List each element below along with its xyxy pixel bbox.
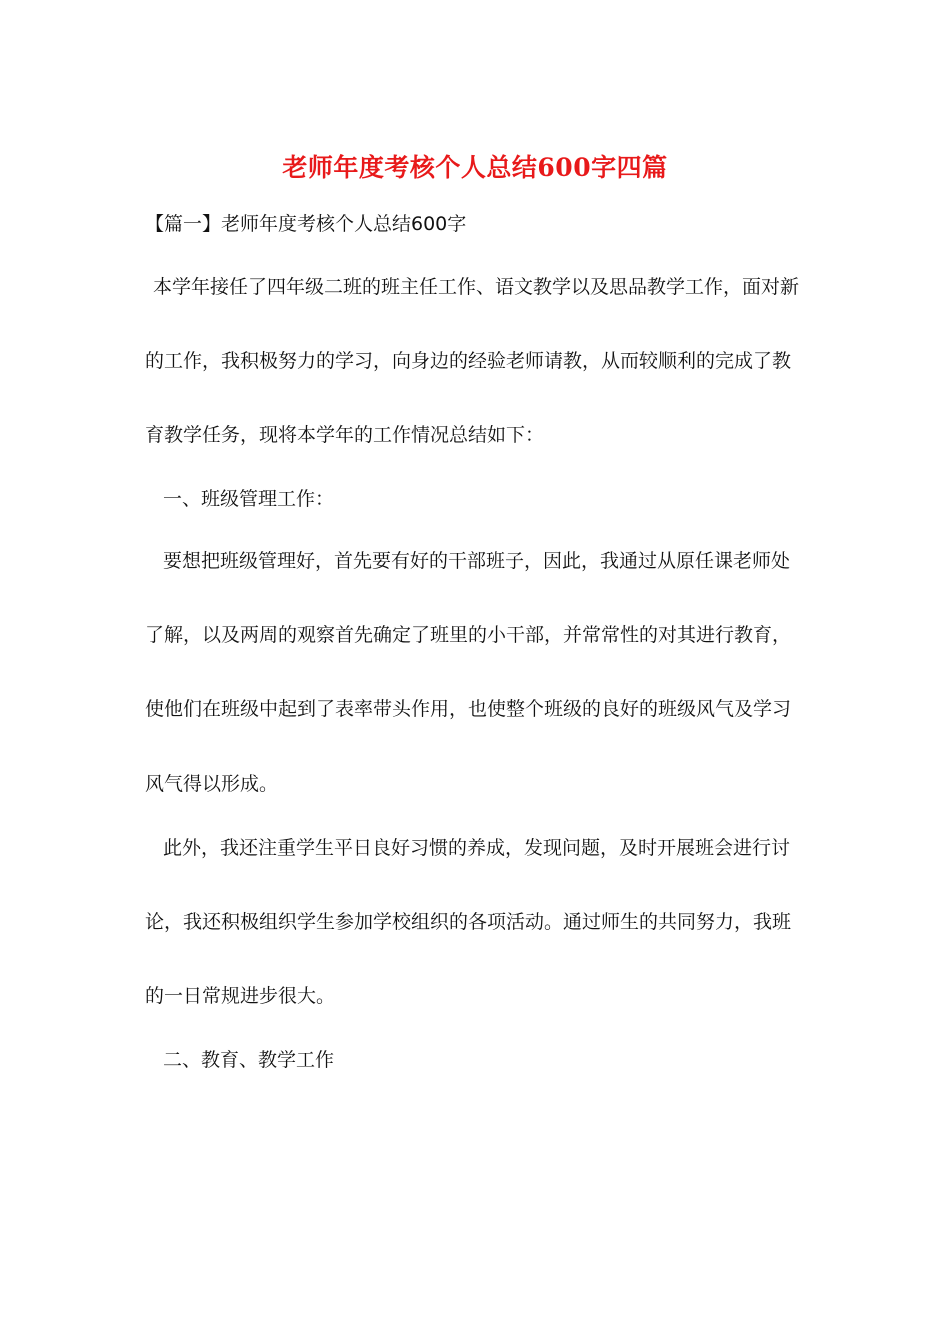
subsection-heading: 二、教育、教学工作 — [163, 1049, 335, 1071]
paragraph-line: 的一日常规进步很大。 — [145, 985, 336, 1007]
subsection-heading: 一、班级管理工作： — [163, 488, 335, 510]
paragraph-line: 要想把班级管理好，首先要有好的干部班子，因此，我通过从原任课老师处 — [163, 550, 791, 572]
paragraph-line: 的工作，我积极努力的学习，向身边的经验老师请教，从而较顺利的完成了教 — [145, 350, 792, 372]
paragraph-line: 此外，我还注重学生平日良好习惯的养成，发现问题，及时开展班会进行讨 — [163, 837, 791, 859]
document-title: 老师年度考核个人总结600字四篇 — [282, 153, 668, 182]
paragraph-line: 使他们在班级中起到了表率带头作用，也使整个班级的良好的班级风气及学习 — [145, 698, 792, 720]
section-heading: 【篇一】老师年度考核个人总结600字 — [145, 213, 467, 235]
paragraph-line: 育教学任务，现将本学年的工作情况总结如下： — [145, 424, 545, 446]
paragraph-line: 本学年接任了四年级二班的班主任工作、语文教学以及思品教学工作，面对新 — [153, 276, 800, 298]
paragraph-line: 风气得以形成。 — [145, 773, 279, 795]
paragraph-line: 论，我还积极组织学生参加学校组织的各项活动。通过师生的共同努力，我班 — [145, 911, 792, 933]
paragraph-line: 了解，以及两周的观察首先确定了班里的小干部，并常常性的对其进行教育， — [145, 624, 792, 646]
